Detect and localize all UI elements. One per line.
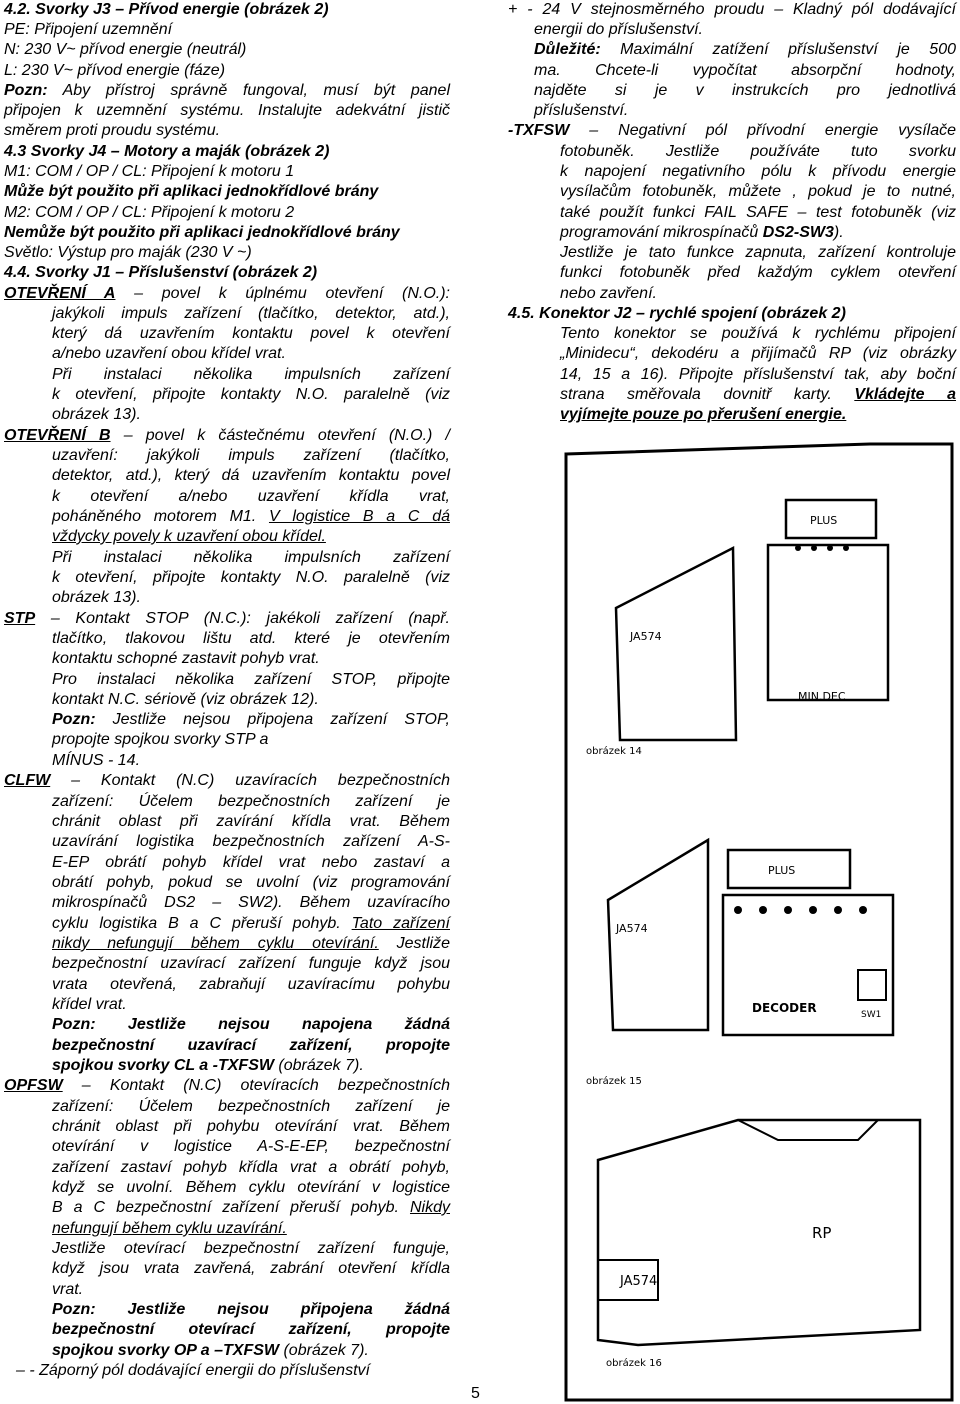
right-text-line: „Minidecu“, dekodéru a přijímačů RP (viz obrázky bbox=[560, 345, 956, 362]
left-text-line: vždycky povely k uzavření obou křídel. bbox=[52, 528, 326, 545]
terminal-14c bbox=[827, 545, 833, 551]
left-text-line: směrem proti proudu systému. bbox=[4, 122, 221, 139]
left-text-line: zařízení zastaví pohyb křídla vrat a obrátí pohyb, bbox=[52, 1159, 450, 1176]
left-text-line: spojkou svorky OP a –TXFSW (obrázek 7). bbox=[52, 1342, 369, 1359]
terminal-15c bbox=[784, 906, 792, 914]
left-text-line: který dá uzavřením kontaktu povel k otevření bbox=[52, 325, 450, 342]
sw1-switch bbox=[858, 970, 886, 1000]
label-rp: RP bbox=[812, 1224, 832, 1242]
left-text-line: Pozn: Jestliže nejsou napojena žádná bbox=[52, 1016, 450, 1033]
left-text-line: PE: Připojení uzemnění bbox=[4, 21, 173, 38]
left-text-line: Pozn: Aby přístroj správně fungoval, musí být panel bbox=[4, 82, 450, 99]
left-text-line: tlačítko, tlakovou lištu atd. které je otevřením bbox=[52, 630, 450, 647]
left-text-line: M1: COM / OP / CL: Připojení k motoru 1 bbox=[4, 163, 295, 180]
left-text-line: E-EP obrátí pohyb křídel vrat nebo zastaví a bbox=[52, 854, 450, 871]
right-text-line: Tento konektor se používá k rychlému připojení bbox=[560, 325, 956, 342]
right-text-line: vysílačům fotobuněk, můžete , pokud je to nutné, bbox=[560, 183, 956, 200]
rp-connector bbox=[738, 1120, 878, 1140]
left-text-line: uzavření: jakýkoli impuls zařízení (tlačítko, bbox=[52, 447, 450, 464]
right-text-line: fotobuněk. Jestliže používáte tuto svorku bbox=[560, 143, 956, 160]
terminal-15a bbox=[734, 906, 742, 914]
left-text-line: MÍNUS - 14. bbox=[52, 752, 141, 769]
left-text-line: když se uvolní. Během cyklu otevírání v logistice bbox=[52, 1179, 450, 1196]
left-text-line: spojkou svorky CL a -TXFSW (obrázek 7). bbox=[52, 1057, 364, 1074]
left-text-line: obrázek 13). bbox=[52, 406, 141, 423]
right-text-line: Jestliže je tato funkce zapnuta, zařízení kontroluje bbox=[560, 244, 956, 261]
label-ja574-15: JA574 bbox=[616, 922, 648, 935]
caption-16: obrázek 16 bbox=[606, 1358, 662, 1369]
left-text-line: bezpečnostní otevírací zařízení, propojte bbox=[52, 1321, 450, 1338]
left-text-line: k otevření, připojte kontakty N.O. paralelně (viz bbox=[52, 386, 450, 403]
left-text-line: Světlo: Výstup pro maják (230 V ~) bbox=[4, 244, 252, 261]
left-text-line: bezpečnostní uzavírací zařízení, propojte bbox=[52, 1037, 450, 1054]
left-text-line: 4.3 Svorky J4 – Motory a maják (obrázek 2) bbox=[4, 143, 330, 160]
left-text-line: chránit oblast při zavírání křídla vrat. Během bbox=[52, 813, 450, 830]
left-text-line: kontakt N.C. sériově (viz obrázek 12). bbox=[52, 691, 319, 708]
left-text-line: vrat. bbox=[52, 1281, 84, 1298]
right-text-line: příslušenství. bbox=[534, 102, 629, 119]
left-text-line: uzavírání logistika bezpečnostních zařízení A-S- bbox=[52, 833, 450, 850]
right-text-line: také použít funkci FAIL SAFE – test fotobuněk (viz bbox=[560, 204, 956, 221]
right-text-line: strana směřovala dovnitř karty. Vkládejte a bbox=[560, 386, 956, 403]
left-text-line: propojte spojkou svorky STP a bbox=[52, 731, 269, 748]
caption-14: obrázek 14 bbox=[586, 746, 642, 757]
caption-15: obrázek 15 bbox=[586, 1076, 642, 1087]
left-text-line: OTEVŘENÍ B – povel k částečnému otevření (N.O.) / bbox=[4, 427, 450, 444]
label-ja574-16: JA574 bbox=[620, 1274, 658, 1289]
right-text-line: k napojení negativního pólu k přívodu energie bbox=[560, 163, 956, 180]
left-text-line: Pozn: Jestliže nejsou připojena zařízení STOP, bbox=[52, 711, 450, 728]
figure-accessory-connections bbox=[558, 440, 958, 1404]
left-text-line: a/nebo uzavření obou křídel vrat. bbox=[52, 345, 286, 362]
left-text-line: vrata otevřená, zabraňují uzavíracímu pohybu bbox=[52, 976, 450, 993]
right-text-line: vyjímejte pouze po přerušení energie. bbox=[560, 406, 847, 423]
left-text-line: otevírání v logistice A-S-E-EP, bezpečnostní bbox=[52, 1138, 450, 1155]
right-text-line: Důležité: Maximální zatížení příslušenství je 500 bbox=[534, 41, 956, 58]
right-text-line: energii do příslušenství. bbox=[534, 21, 703, 38]
left-text-line: Při instalaci několika impulsních zařízení bbox=[52, 366, 450, 383]
left-text-line: připojen k uzemnění systému. Instalujte adekvátní jistič bbox=[4, 102, 450, 119]
left-text-line: Jestliže otevírací bezpečnostní zařízení funguje, bbox=[52, 1240, 450, 1257]
left-text-line: nefungují během cyklu uzavírání. bbox=[52, 1220, 287, 1237]
left-text-line: detektor, atd.), který dá uzavřením kontaktu povel bbox=[52, 467, 450, 484]
terminal-15e bbox=[834, 906, 842, 914]
left-text-line: Při instalaci několika impulsních zařízení bbox=[52, 549, 450, 566]
label-ja574-14: JA574 bbox=[630, 630, 662, 643]
label-plus-14: PLUS bbox=[810, 514, 838, 527]
left-text-line: OTEVŘENÍ A – povel k úplnému otevření (N.O.): bbox=[4, 285, 450, 302]
left-text-line: poháněného motorem M1. V logistice B a C dá bbox=[52, 508, 450, 525]
left-text-line: CLFW – Kontakt (N.C) uzavíracích bezpečnostních bbox=[4, 772, 450, 789]
terminal-15d bbox=[809, 906, 817, 914]
left-text-line: cyklu logistika B a C přeruší pohyb. Tato zařízení bbox=[52, 915, 450, 932]
left-text-line: L: 230 V~ přívod energie (fáze) bbox=[4, 62, 226, 79]
terminal-15f bbox=[859, 906, 867, 914]
left-text-line: obrázek 13). bbox=[52, 589, 141, 606]
terminal-15b bbox=[759, 906, 767, 914]
left-text-line: B a C bezpečnostní zařízení přeruší pohyb. Nikdy bbox=[52, 1199, 450, 1216]
label-decoder: DECODER bbox=[752, 1001, 817, 1015]
ja574-board-16 bbox=[598, 1120, 920, 1345]
right-text-line: + - 24 V stejnosměrného proudu – Kladný pól dodávající bbox=[508, 1, 956, 18]
ja574-board-15 bbox=[608, 840, 708, 1030]
page-number: 5 bbox=[471, 1385, 480, 1402]
left-text-line: jakýkoli impuls zařízení (tlačítko, detektor, atd.), bbox=[52, 305, 450, 322]
left-text-line: zařízení: Účelem bezpečnostních zařízení je bbox=[52, 1098, 450, 1115]
terminal-14d bbox=[843, 545, 849, 551]
left-text-line: bezpečnostní uzavírací zařízení funguje když jsou bbox=[52, 955, 450, 972]
left-text-line: kontaktu schopné zastavit pohyb vrat. bbox=[52, 650, 320, 667]
right-text-line: 4.5. Konektor J2 – rychlé spojení (obrázek 2) bbox=[508, 305, 846, 322]
right-text-line: programování mikrospínačů DS2-SW3). bbox=[560, 224, 844, 241]
left-text-line: křídel vrat. bbox=[52, 996, 127, 1013]
terminal-14b bbox=[811, 545, 817, 551]
left-text-line: 4.2. Svorky J3 – Přívod energie (obrázek 2) bbox=[4, 1, 329, 18]
left-text-line: Pro instalaci několika zařízení STOP, připojte bbox=[52, 671, 450, 688]
label-plus-15: PLUS bbox=[768, 864, 796, 877]
left-text-line: k otevření a/nebo uzavření křídla vrat, bbox=[52, 488, 450, 505]
right-text-line: najděte si je v instrukcích pro jednotlivá bbox=[534, 82, 956, 99]
left-text-line: M2: COM / OP / CL: Připojení k motoru 2 bbox=[4, 204, 295, 221]
right-text-line: ma. Chcete-li vypočítat absorpční hodnoty, bbox=[534, 62, 956, 79]
left-text-line: když jsou vrata zavřená, zabrání otevření křídla bbox=[52, 1260, 450, 1277]
right-text-line: nebo zavření. bbox=[560, 285, 657, 302]
left-text-line: k otevření, připojte kontakty N.O. paralelně (viz bbox=[52, 569, 450, 586]
left-text-line: STP – Kontakt STOP (N.C.): jakékoli zařízení (např. bbox=[4, 610, 450, 627]
left-text-line: OPFSW – Kontakt (N.C) otevíracích bezpečnostních bbox=[4, 1077, 450, 1094]
left-text-line: mikrospínačů DS2 – SW2). Během uzavíracího bbox=[52, 894, 450, 911]
ja574-board-14 bbox=[616, 548, 736, 740]
label-sw1: SW1 bbox=[861, 1010, 882, 1020]
left-text-line: Nemůže být použito při aplikaci jednokřídlové brány bbox=[4, 224, 400, 241]
left-text-line: Může být použito při aplikaci jednokřídlové brány bbox=[4, 183, 379, 200]
right-text-line: -TXFSW – Negativní pól přívodní energie vysílače bbox=[508, 122, 956, 139]
left-text-line: 4.4. Svorky J1 – Příslušenství (obrázek 2) bbox=[4, 264, 318, 281]
label-mindec: MIN.DEC bbox=[798, 690, 846, 703]
left-text-line: Pozn: Jestliže nejsou připojena žádná bbox=[52, 1301, 450, 1318]
right-text-line: funkci fotobuněk před každým cyklem otevření bbox=[560, 264, 956, 281]
left-text-line: – - Záporný pól dodávající energii do příslušenství bbox=[16, 1362, 370, 1379]
terminal-14a bbox=[795, 545, 801, 551]
left-text-line: obrátí pohyb, pokud se uvolní (viz programování bbox=[52, 874, 450, 891]
left-text-line: zařízení: Účelem bezpečnostních zařízení je bbox=[52, 793, 450, 810]
right-text-line: 14, 15 a 16). Připojte příslušenství tak, aby boční bbox=[560, 366, 956, 383]
left-text-line: chránit oblast při pohybu otevírání vrat. Během bbox=[52, 1118, 450, 1135]
left-text-line: N: 230 V~ přívod energie (neutrál) bbox=[4, 41, 247, 58]
mindec-module bbox=[768, 545, 888, 700]
left-text-line: nikdy nefungují během cyklu otevírání. Jestliže bbox=[52, 935, 451, 952]
